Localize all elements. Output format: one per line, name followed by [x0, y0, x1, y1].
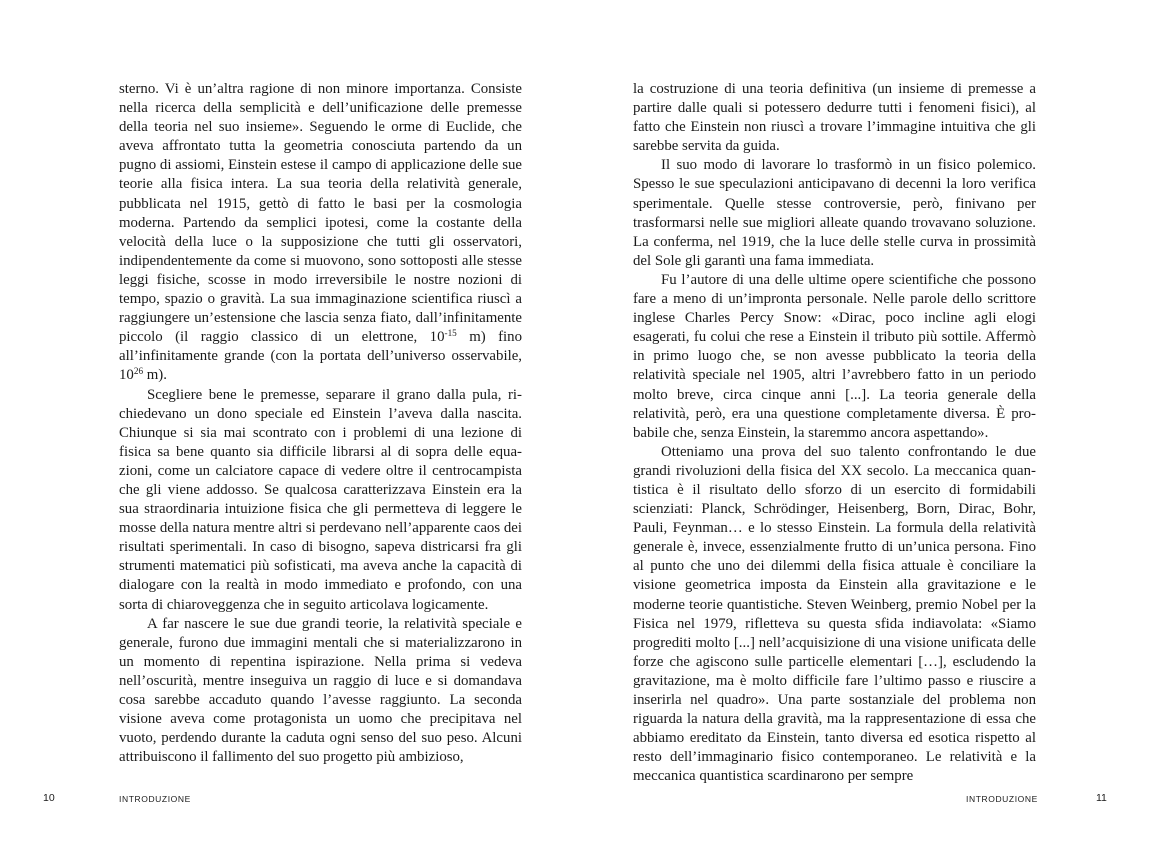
- paragraph: [119, 80, 522, 386]
- paragraph-text: m).: [143, 367, 167, 384]
- right-page: [576, 0, 1152, 856]
- paragraph: Fu l’autore di una delle ultime opere scientifiche che possono fare a meno di un’impronta personale. Nelle parole dello scrittore inglese Charles Percy Snow: «Dirac, poco incline agli elogi esagerati, fu colui che rese a Einstein il tributo più sottile. Affermò in primo luogo che, se non avesse pubblicato la teoria della relatività speciale nel 1905, altri l’avrebbero fatto in un periodo molto breve, circa cinque anni [...]. La teoria generale della relatività, però, era una questione completamente diversa. È probabile che, senza Einstein, la staremmo ancora aspettando».: [633, 271, 1036, 441]
- paragraph: la costruzione di una teoria definitiva (un insieme di premesse a partire dalle quali si potessero dedurre tutti i fenomeni fisici), al fatto che Einstein non riuscì a trovare l’immagine intuitiva che gli sarebbe servita da guida.: [633, 81, 1036, 155]
- page-number: 10: [43, 792, 55, 804]
- superscript-exponent: 26: [133, 366, 144, 377]
- left-text-column: [119, 80, 522, 767]
- paragraph: Scegliere bene le premesse, separare il grano dalla pula, richiedevano un dono speciale ed Einstein l’aveva dalla nascita. Chiunque si sia mai scontrato con i problemi di una lezione di fisica sa bene quanto sia difficile librarsi al di sopra delle equazioni, come un calciatore capace di vedere oltre il centrocampista che gli viene addosso. Se qualcosa caratterizzava Einstein era la sua straordinaria intuizione fisica che gli permetteva di leggere le mosse della natura mentre altri si perdevano nell’apparente caos dei risultati sperimentali. In caso di bisogno, sapeva districarsi fra gli strumenti matematici più sofisticati, ma aveva anche la capacità di dialogare con la realtà in modo immediato e profondo, con una sorta di chiaroveggenza che in seguito articolava logicamente.: [119, 386, 522, 613]
- paragraph: Il suo modo di lavorare lo trasformò in un fisico polemico. Spesso le sue speculazioni anticipavano di decenni la loro verifica sperimentale. Quelle stesse controversie, però, finivano per trasformarsi nelle sue migliori alleate quando trovavano soluzione. La conferma, nel 1919, che la luce delle stelle curva in prossimità del Sole gli garantì una fama immediata.: [633, 157, 1036, 269]
- running-head: INTRODUZIONE: [966, 794, 1038, 804]
- superscript-exponent: -15: [444, 328, 457, 339]
- paragraph: A far nascere le sue due grandi teorie, la relatività speciale e generale, furono due immagini mentali che si materializzarono in un momento di repentina ispirazione. Nella prima si vedeva nell’oscurità, mentre inseguiva un raggio di luce e si domandava cosa sarebbe accaduto quando l’avesse raggiunto. La seconda visione aveva come protagonista un uomo che precipitava nel vuoto, perdendo durante la caduta ogni senso del suo peso. Alcuni attribuiscono il fallimento del suo progetto più ambizioso,: [119, 615, 522, 766]
- right-text-column: [633, 80, 1036, 786]
- paragraph-text: sterno. Vi è un’altra ragione di non minore importanza. Consiste nella ricerca della semplicità e dell’unificazione delle premesse della teoria nel suo insieme». Seguendo le orme di Euclide, che aveva affrontato tutta la geometria conosciuta partendo da un pugno di assiomi, Einstein estese il campo di applicazione delle sue teorie alla fisica intera. La sua teoria della relatività generale, pubblicata nel 1915, gettò di fatto le basi per la cosmologia moderna. Partendo da semplici ipotesi, come la costante della velocità della luce o la supposizione che tutti gli osservatori, indipendentemente da come si muovono, sono sottoposti alle stesse leggi fisiche, scosse in modo irreversibile le nostre nozioni di tempo, spazio o gravità. La sua immaginazione scientifica riuscì a raggiungere un’estensione che lascia senza fiato, dall’infinitamente piccolo (il raggio classico di un elettrone, 10: [119, 81, 522, 346]
- page-number: 11: [1096, 792, 1107, 804]
- running-head: INTRODUZIONE: [119, 794, 191, 804]
- paragraph: Otteniamo una prova del suo talento confrontando le due grandi rivoluzioni della fisica del XX secolo. La meccanica quantistica è il risultato dello sforzo di un esercito di formidabili scienziati: Planck, Schrödinger, Heisenberg, Born, Dirac, Bohr, Pauli, Feynman… e lo stesso Einstein. La formula della relatività generale è, invece, essenzialmente frutto di un’unica persona. Fino al punto che uno dei dilemmi della fisica attuale è conciliare la visione geometrica imposta da Einstein alla gravitazione e le moderne teorie quantistiche. Steven Weinberg, premio Nobel per la Fisica nel 1979, rifletteva su questa sfida indiavolata: «Siamo progrediti molto [...] nell’acquisizione di una visione unificata delle forze che agiscono sulle particelle elementari […], escludendo la gravitazione, ma è molto difficile fare l’ultimo passo e riuscire a inserirla nel quadro». Una parte sostanziale del problema non riguarda la natura della gravità, ma la rappresentazione di essa che abbiamo ereditato da Einstein, tanto diversa ed esotica rispetto al resto dell’immaginario fisico contemporaneo. Le relatività e la meccanica quantistica scardinarono per sempre: [633, 443, 1036, 785]
- paragraph-text: m) fino all’infinitamente grande (con la portata dell’universo osservabile, 10: [119, 329, 522, 384]
